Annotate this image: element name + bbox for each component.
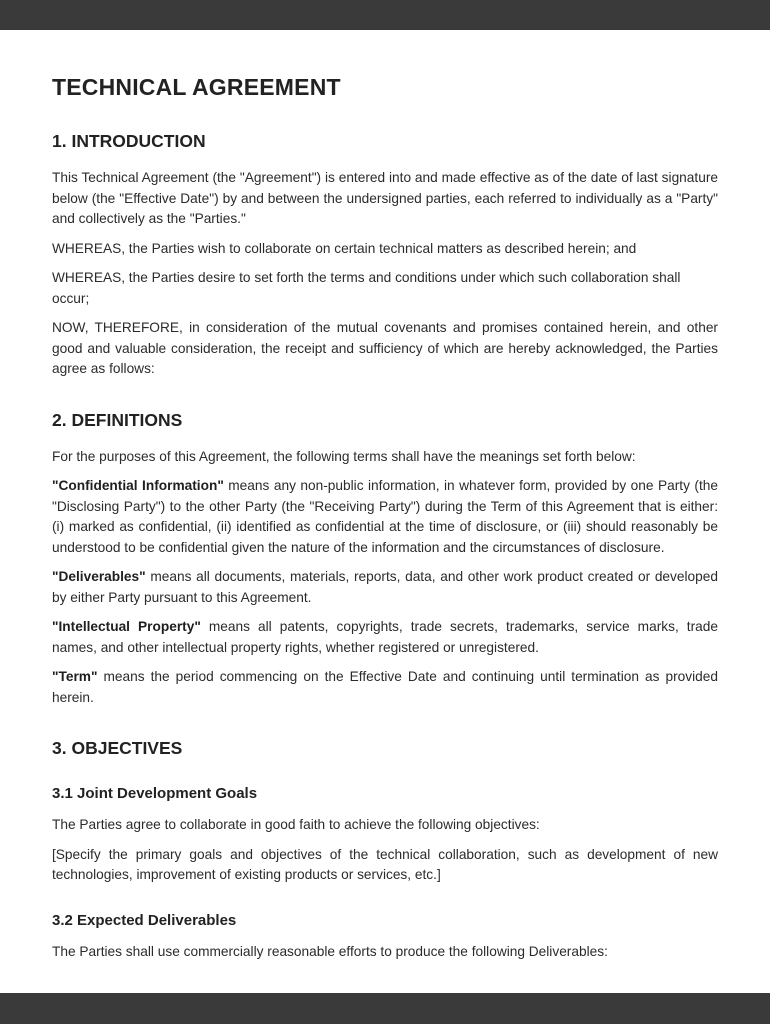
definition-term: "Confidential Information" <box>52 478 224 493</box>
document-title: TECHNICAL AGREEMENT <box>52 74 341 100</box>
definition-term-definition <box>52 667 718 708</box>
definition-term: "Term" <box>52 669 98 684</box>
objectives-deliverables-paragraph: The Parties shall use commercially reasonable efforts to produce the following Deliverables: <box>52 943 608 959</box>
definition-deliverables <box>52 567 718 608</box>
definition-term: "Intellectual Property" <box>52 619 201 634</box>
subsection-heading-joint-development-goals: 3.1 Joint Development Goals <box>52 785 258 802</box>
viewer-top-bar <box>0 0 770 30</box>
definition-text: means the period commencing on the Effective Date and continuing until termination as provided herein. <box>52 669 718 705</box>
intro-paragraph-1: This Technical Agreement (the "Agreement") is entered into and made effective as of the date of last signature below (the "Effective Date") by and between the undersigned parties, each referred to individually as a "Party" and collectively as the "Parties." <box>52 170 718 226</box>
intro-paragraph-whereas-2: WHEREAS, the Parties desire to set forth the terms and conditions under which such collaboration shall occur; <box>52 270 681 306</box>
section-heading-definitions: 2. DEFINITIONS <box>52 409 183 430</box>
viewer-bottom-bar <box>0 993 770 1024</box>
objectives-goals-placeholder-paragraph: [Specify the primary goals and objectives of the technical collaboration, such as development of new technologies, improvement of existing products or services, etc.] <box>52 846 718 882</box>
definition-intellectual-property <box>52 617 718 658</box>
definitions-intro-paragraph: For the purposes of this Agreement, the following terms shall have the meanings set forth below: <box>52 448 636 464</box>
section-heading-objectives: 3. OBJECTIVES <box>52 738 183 758</box>
section-heading-introduction: 1. INTRODUCTION <box>52 131 206 151</box>
definition-term: "Deliverables" <box>52 569 146 584</box>
definition-text: means all patents, copyrights, trade secrets, trademarks, service marks, trade names, and other intellectual property rights, whether registered or unregistered. <box>52 619 718 655</box>
definition-confidential-information <box>52 476 718 558</box>
intro-paragraph-now-therefore: NOW, THEREFORE, in consideration of the mutual covenants and promises contained herein, and other good and valuable consideration, the receipt and sufficiency of which are hereby acknowledged, the Parties agree as follows: <box>52 320 718 376</box>
intro-paragraph-whereas-1: WHEREAS, the Parties wish to collaborate on certain technical matters as described herein; and <box>52 240 637 256</box>
definition-text: means all documents, materials, reports, data, and other work product created or developed by either Party pursuant to this Agreement. <box>52 569 718 605</box>
definition-text: means any non-public information, in whatever form, provided by one Party (the "Disclosing Party") to the other Party (the "Receiving Party") during the Term of this Agreement that is either: (i) marked as confidential, (ii) identified as confidential at the time of disclosure, or (iii) should reasonably be understood to be confidential given the nature of the information and the circumstances of disclosure. <box>52 478 718 555</box>
document-page <box>0 30 770 993</box>
objectives-goals-paragraph: The Parties agree to collaborate in good faith to achieve the following objectives: <box>52 817 540 832</box>
subsection-heading-expected-deliverables: 3.2 Expected Deliverables <box>52 911 237 929</box>
